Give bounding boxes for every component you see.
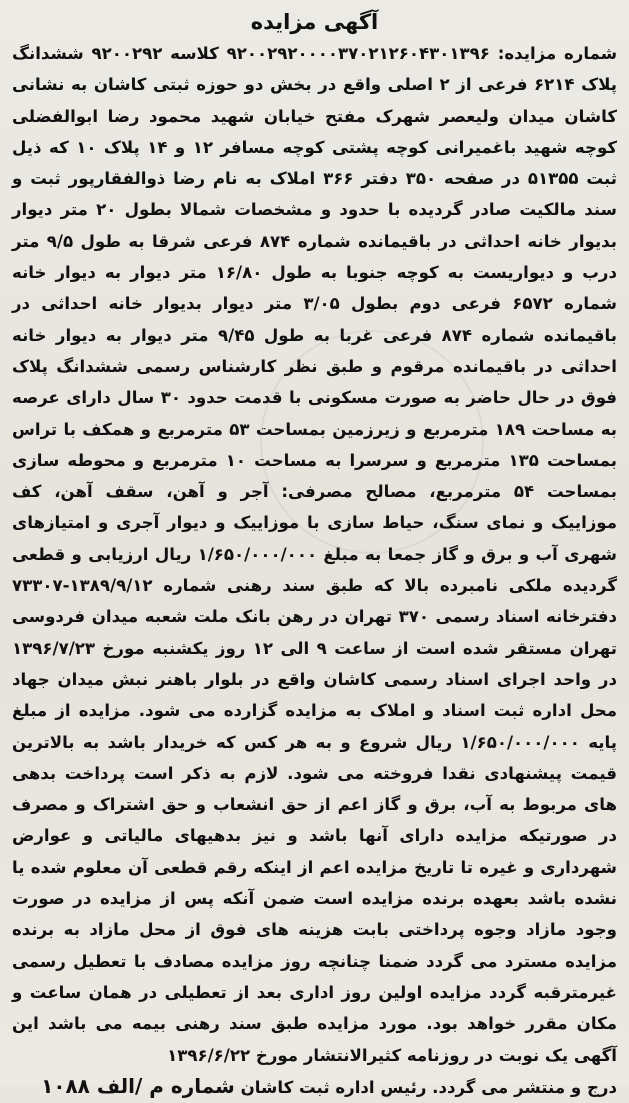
- closing-text: درج و منتشر می گردد. رئیس اداره ثبت کاشان: [240, 1077, 617, 1097]
- notice-body: شماره مزایده: ۹۲۰۰۲۹۲۰۰۰۰۳۷۰۲۱۲۶۰۴۳۰۱۳۹۶ کلاسه ۹۲۰۰۲۹۲ ششدانگ پلاک ۶۲۱۴ فرعی از ۲ اصلی واقع در بخش دو حوزه ثبتی کاشان به نشانی کاشان میدان ولیعصر شهرک مفتح خیابان شهید محمود رضا ابوالفضلی کوچه شهید باغمیرانی کوچه پشتی کوچه مسافر ۱۲ و ۱۴ پلاک ۱۰ که ذیل ثبت ۵۱۳۵۵ در صفحه ۳۵۰ دفتر ۳۶۶ املاک به نام رضا ذوالفقارپور ثبت و سند مالکیت صادر گردیده با حدود و مشخصات شمالا بطول ۲۰ متر دیوار بدیوار خانه احداثی در باقیمانده شماره ۸۷۴ فرعی شرقا به طول ۹/۵ متر درب و دیواریست به کوچه جنوبا به طول ۱۶/۸۰ متر دیوار به دیوار خانه شماره ۶۵۷۲ فرعی دوم بطول ۳/۰۵ متر دیوار بدیوار خانه احداثی در باقیمانده شماره ۸۷۴ فرعی غربا به طول ۹/۴۵ متر دیوار به دیوار خانه احداثی در باقیمانده مرقوم و طبق نظر کارشناس رسمی ششدانگ پلاک فوق در حال حاضر به صورت مسکونی با قدمت حدود ۳۰ سال دارای عرصه به مساحت ۱۸۹ مترمربع و زیرزمین بمساحت ۵۳ مترمربع و همکف با تراس بمساحت ۱۳۵ مترمربع و سرسرا به مساحت ۱۰ مترمربع و محوطه سازی بمساحت ۵۴ مترمربع، مصالح مصرفی: آجر و آهن، سقف آهن، کف موزاییک و نمای سنگ، حیاط سازی با موزاییک و دیوار آجری و امتیازهای شهری آب و برق و گاز جمعا به مبلغ ۱/۶۵۰/۰۰۰/۰۰۰ ریال ارزیابی و قطعی گردیده ملکی نامبرده بالا که طبق سند رهنی شماره ۱۳۸۹/۹/۱۲-۷۳۳۰۷ دفترخانه اسناد رسمی ۳۷۰ تهران در رهن بانک ملت شعبه میدان فردوسی تهران مستقر شده است از ساعت ۹ الی ۱۲ روز یکشنبه مورخ ۱۳۹۶/۷/۲۳ در واحد اجرای اسناد رسمی کاشان واقع در بلوار باهنر نبش میدان جهاد محل اداره ثبت اسناد و املاک به مزایده گزارده می شود. مزایده از مبلغ پایه ۱/۶۵۰/۰۰۰/۰۰۰ ریال شروع و به هر کس که خریدار باشد به بالاترین قیمت پیشنهادی نقدا فروخته می شود. لازم به ذکر است پرداخت بدهی های مربوط به آب، برق و گاز اعم از حق انشعاب و حق اشتراک و مصرف در صورتیکه مزایده دارای آنها باشد و نیز بدهیهای مالیاتی و عوارض شهرداری و غیره تا تاریخ مزایده اعم از اینکه رقم قطعی آن معلوم شده یا نشده باشد بعهده برنده مزایده است ضمن آنکه پس از مزایده در صورت وجود مازاد وجوه پرداختی بابت هزینه های فوق از محل مازاد به برنده مزایده مسترد می گردد ضمنا چنانچه روز مزایده مصادف با تعطیل رسمی غیرمترقبه گردد مزایده اولین روز اداری بعد از تعطیلی در همان ساعت و مکان مقرر خواهد بود. مورد مزایده طبق سند رهنی بیمه می باشد این آگهی یک نوبت در روزنامه کثیرالانتشار مورخ ۱۳۹۶/۶/۲۲: [12, 44, 618, 1065]
- notice-signature: [12, 1071, 617, 1103]
- notice-title: آگهی مزایده: [250, 10, 379, 34]
- notice-number: شماره م /الف ۱۰۸۸: [41, 1073, 235, 1098]
